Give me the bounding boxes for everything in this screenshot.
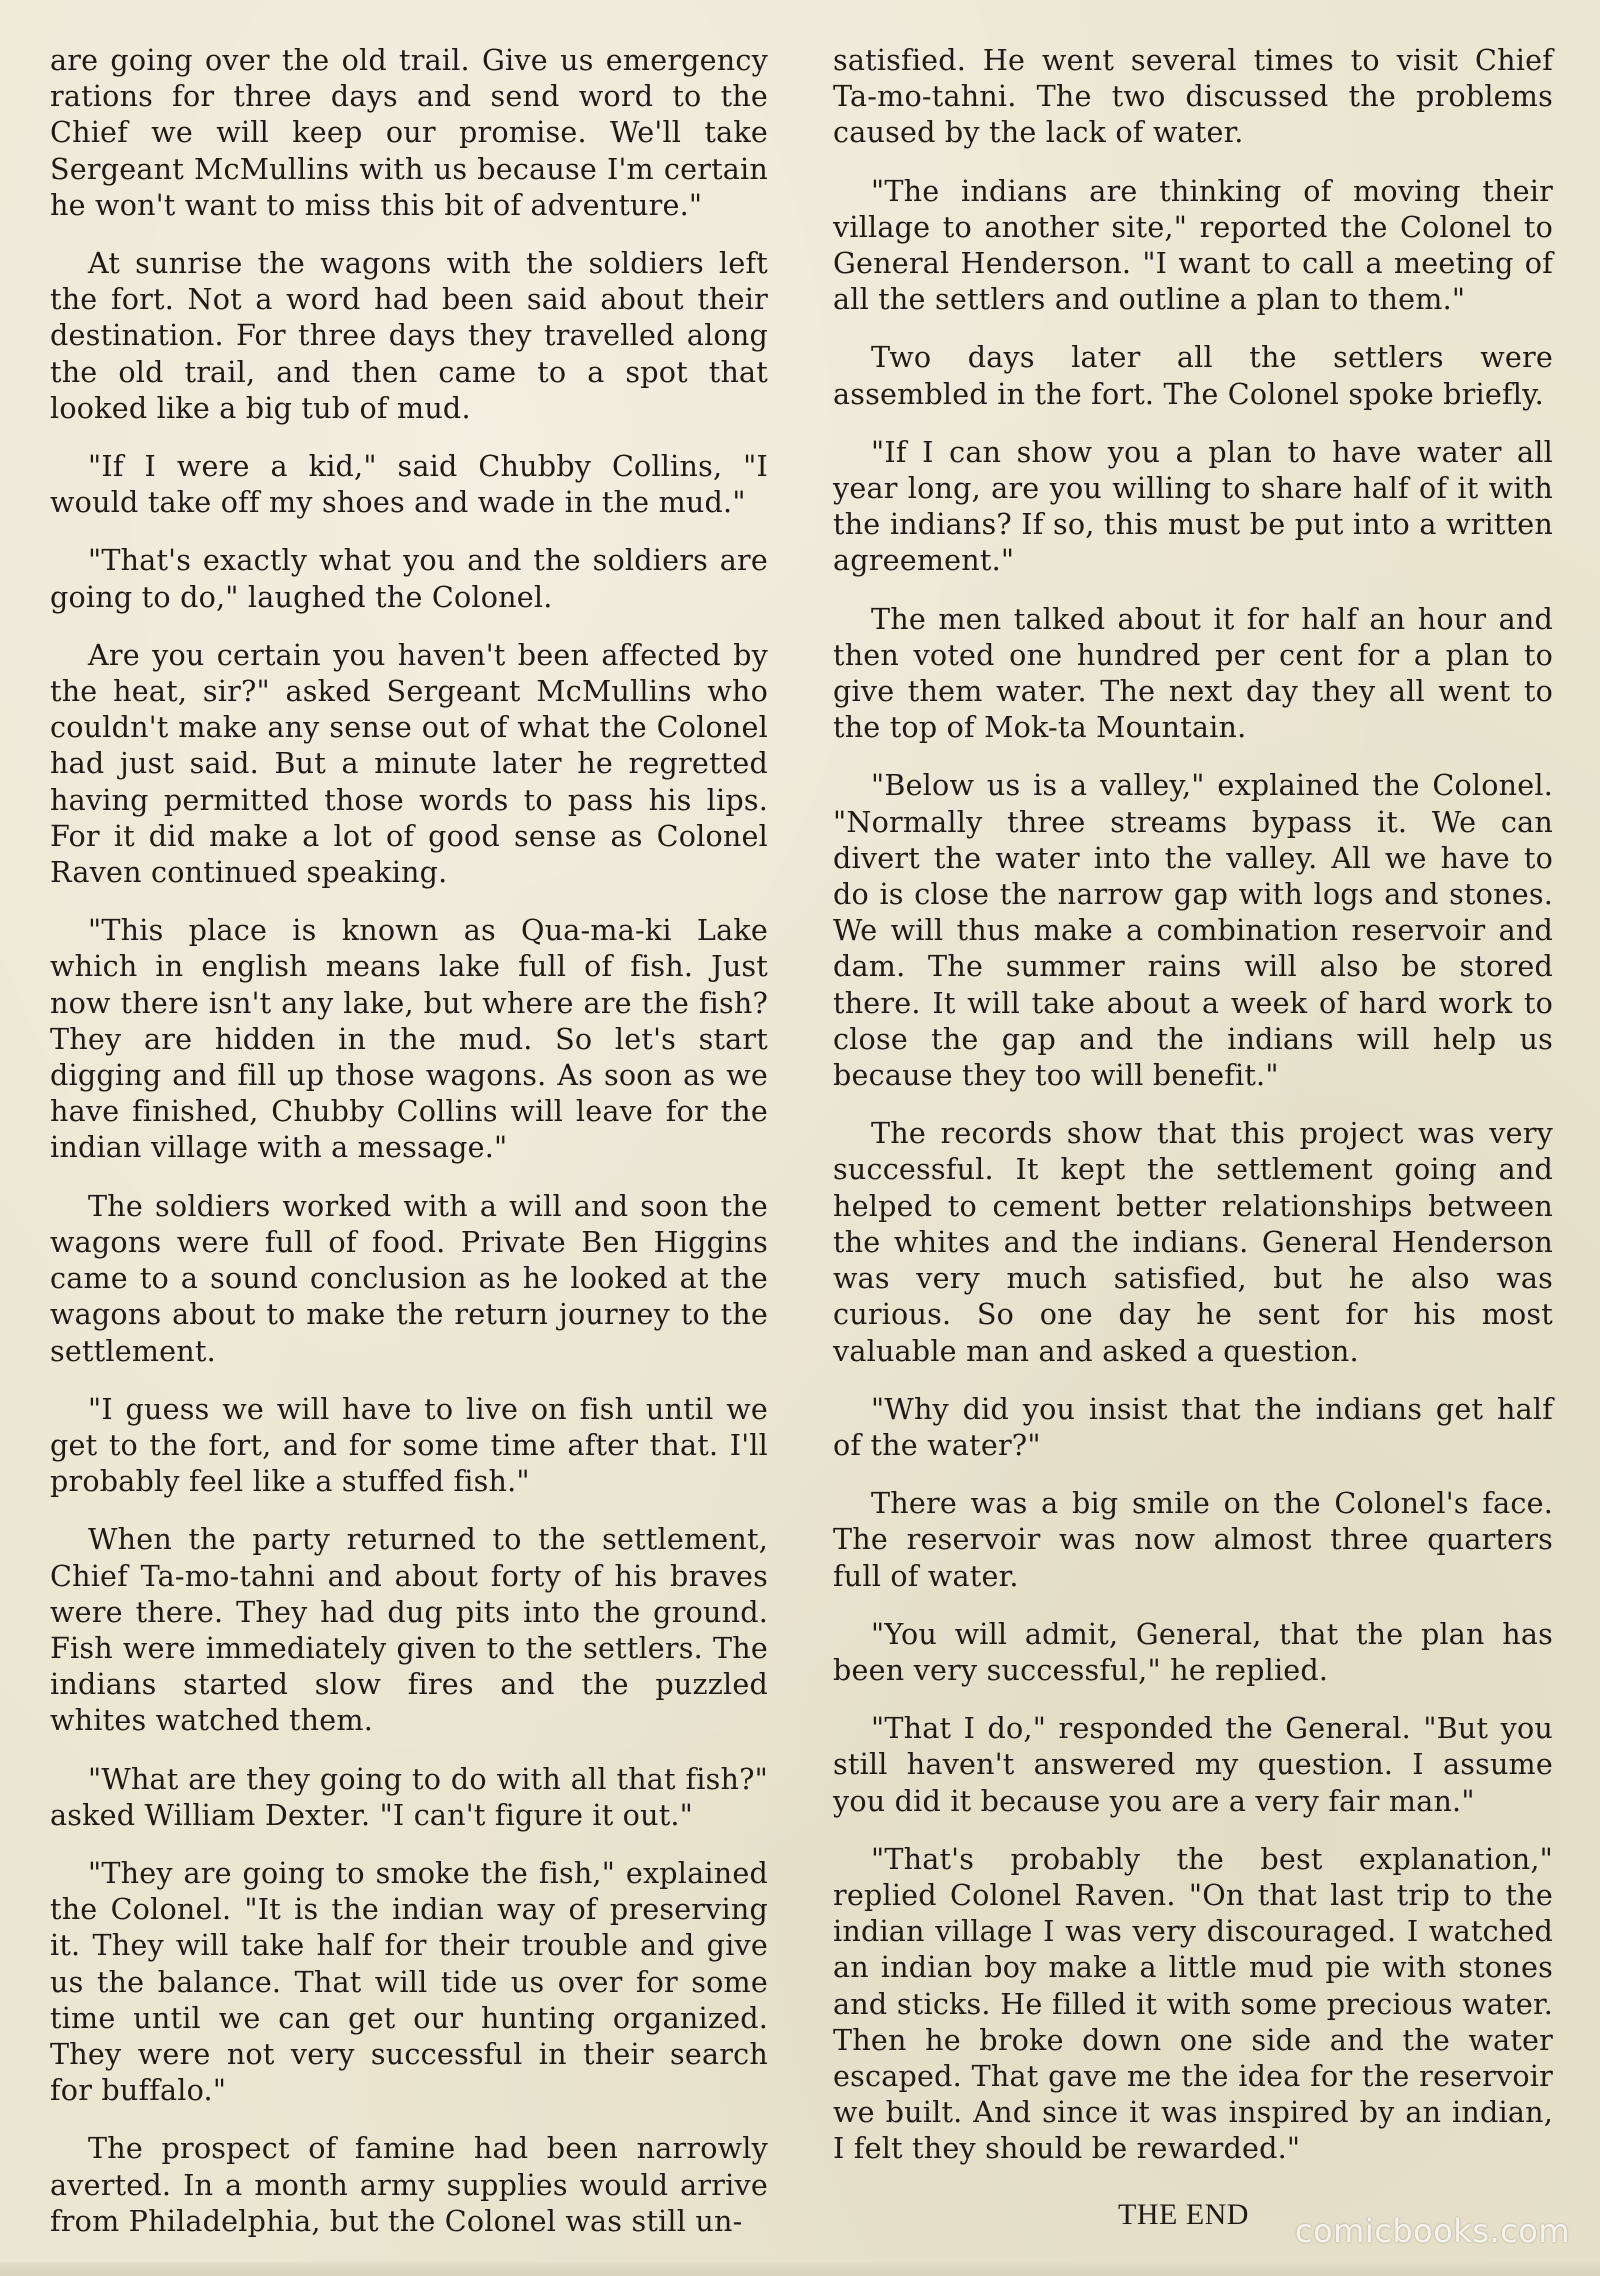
paragraph: "Below us is a valley," explained the Colonel. "Normally three streams bypass it. We can divert the water into the valley. All we have to do is close the narrow gap with logs and stones. We will thus make a combination reservoir and dam. The summer rains will also be stored there. It will take about a week of hard work to close the gap and the indians will help us because they too will benefit." <box>833 768 1553 1093</box>
paragraph: "That's exactly what you and the soldiers are going to do," laughed the Colonel. <box>50 543 768 614</box>
paragraph: "That I do," responded the General. "But you still haven't answered my question. I assume you did it because you are a very fair man." <box>833 1711 1553 1818</box>
paragraph: The prospect of famine had been narrowly averted. In a month army supplies would arrive from Philadelphia, but the Colonel was still un- <box>50 2131 768 2238</box>
paragraph: "Why did you insist that the indians get half of the water?" <box>833 1391 1553 1462</box>
paragraph: "That's probably the best explanation," replied Colonel Raven. "On that last trip to the indian village I was very discouraged. I watched an indian boy make a little mud pie with stones and sticks. He filled it with some precious water. Then he broke down one side and the water escaped. That gave me the idea for the reservoir we built. And since it was inspired by an indian, I felt they should be rewarded." <box>833 1841 1553 2166</box>
paragraph: The men talked about it for half an hour and then voted one hundred per cent for a plan to give them water. The next day they all went to the top of Mok-ta Mountain. <box>833 601 1553 745</box>
paragraph: "They are going to smoke the fish," explained the Colonel. "It is the indian way of preserving it. They will take half for their trouble and give us the balance. That will tide us over for some time until we can get our hunting organized. They were not very successful in their search for buffalo." <box>50 1855 768 2108</box>
page-bottom-edge <box>0 2262 1600 2276</box>
paragraph: "The indians are thinking of moving their village to another site," reported the Colonel to General Henderson. "I want to call a meeting of all the settlers and outline a plan to them." <box>833 173 1553 317</box>
paragraph: The soldiers worked with a will and soon the wagons were full of food. Private Ben Higgins came to a sound conclusion as he looked at the wagons about to make the return journey to the settlement. <box>50 1188 768 1368</box>
paragraph: satisfied. He went several times to visit Chief Ta-mo-tahni. The two discussed the problems caused by the lack of water. <box>833 43 1553 150</box>
paragraph: "This place is known as Qua-ma-ki Lake which in english means lake full of fish. Just now there isn't any lake, but where are the fish? They are hidden in the mud. So let's start digging and fill up those wagons. As soon as we have finished, Chubby Collins will leave for the indian village with a message." <box>50 913 768 1165</box>
paragraph: Two days later all the settlers were assembled in the fort. The Colonel spoke briefly. <box>833 340 1553 411</box>
the-end-label: THE END <box>1118 2198 1249 2231</box>
right-column <box>833 42 1553 2189</box>
paragraph: When the party returned to the settlement, Chief Ta-mo-tahni and about forty of his braves were there. They had dug pits into the ground. Fish were immediately given to the settlers. The indians started slow fires and the puzzled whites watched them. <box>50 1522 768 1738</box>
watermark: comicbooks.com <box>1294 2212 1570 2250</box>
paragraph: "I guess we will have to live on fish until we get to the fort, and for some time after that. I'll probably feel like a stuffed fish." <box>50 1391 768 1499</box>
paragraph: There was a big smile on the Colonel's face. The reservoir was now almost three quarters full of water. <box>833 1486 1553 1593</box>
paragraph: "What are they going to do with all that fish?" asked William Dexter. "I can't figure it out." <box>50 1761 768 1832</box>
paragraph: The records show that this project was very successful. It kept the settlement going and helped to cement better relationships between the whites and the indians. General Henderson was very much satisfied, but he also was curious. So one day he sent for his most valuable man and asked a question. <box>833 1116 1553 1368</box>
paragraph: Are you certain you haven't been affected by the heat, sir?" asked Sergeant McMullins who couldn't make any sense out of what the Colonel had just said. But a minute later he regretted having permitted those words to pass his lips. For it did make a lot of good sense as Colonel Raven continued speaking. <box>50 637 768 890</box>
left-column <box>50 42 768 2261</box>
paragraph: are going over the old trail. Give us emergency rations for three days and send word to the Chief we will keep our promise. We'll take Sergeant McMullins with us because I'm certain he won't want to miss this bit of adventure." <box>50 43 768 222</box>
paragraph: "If I were a kid," said Chubby Collins, "I would take off my shoes and wade in the mud." <box>50 449 768 520</box>
paragraph: "If I can show you a plan to have water all year long, are you willing to share half of it with the indians? If so, this must be put into a written agreement." <box>833 434 1553 578</box>
paragraph: "You will admit, General, that the plan has been very successful," he replied. <box>833 1616 1553 1687</box>
paragraph: At sunrise the wagons with the soldiers left the fort. Not a word had been said about their destination. For three days they travelled along the old trail, and then came to a spot that looked like a big tub of mud. <box>50 246 768 425</box>
